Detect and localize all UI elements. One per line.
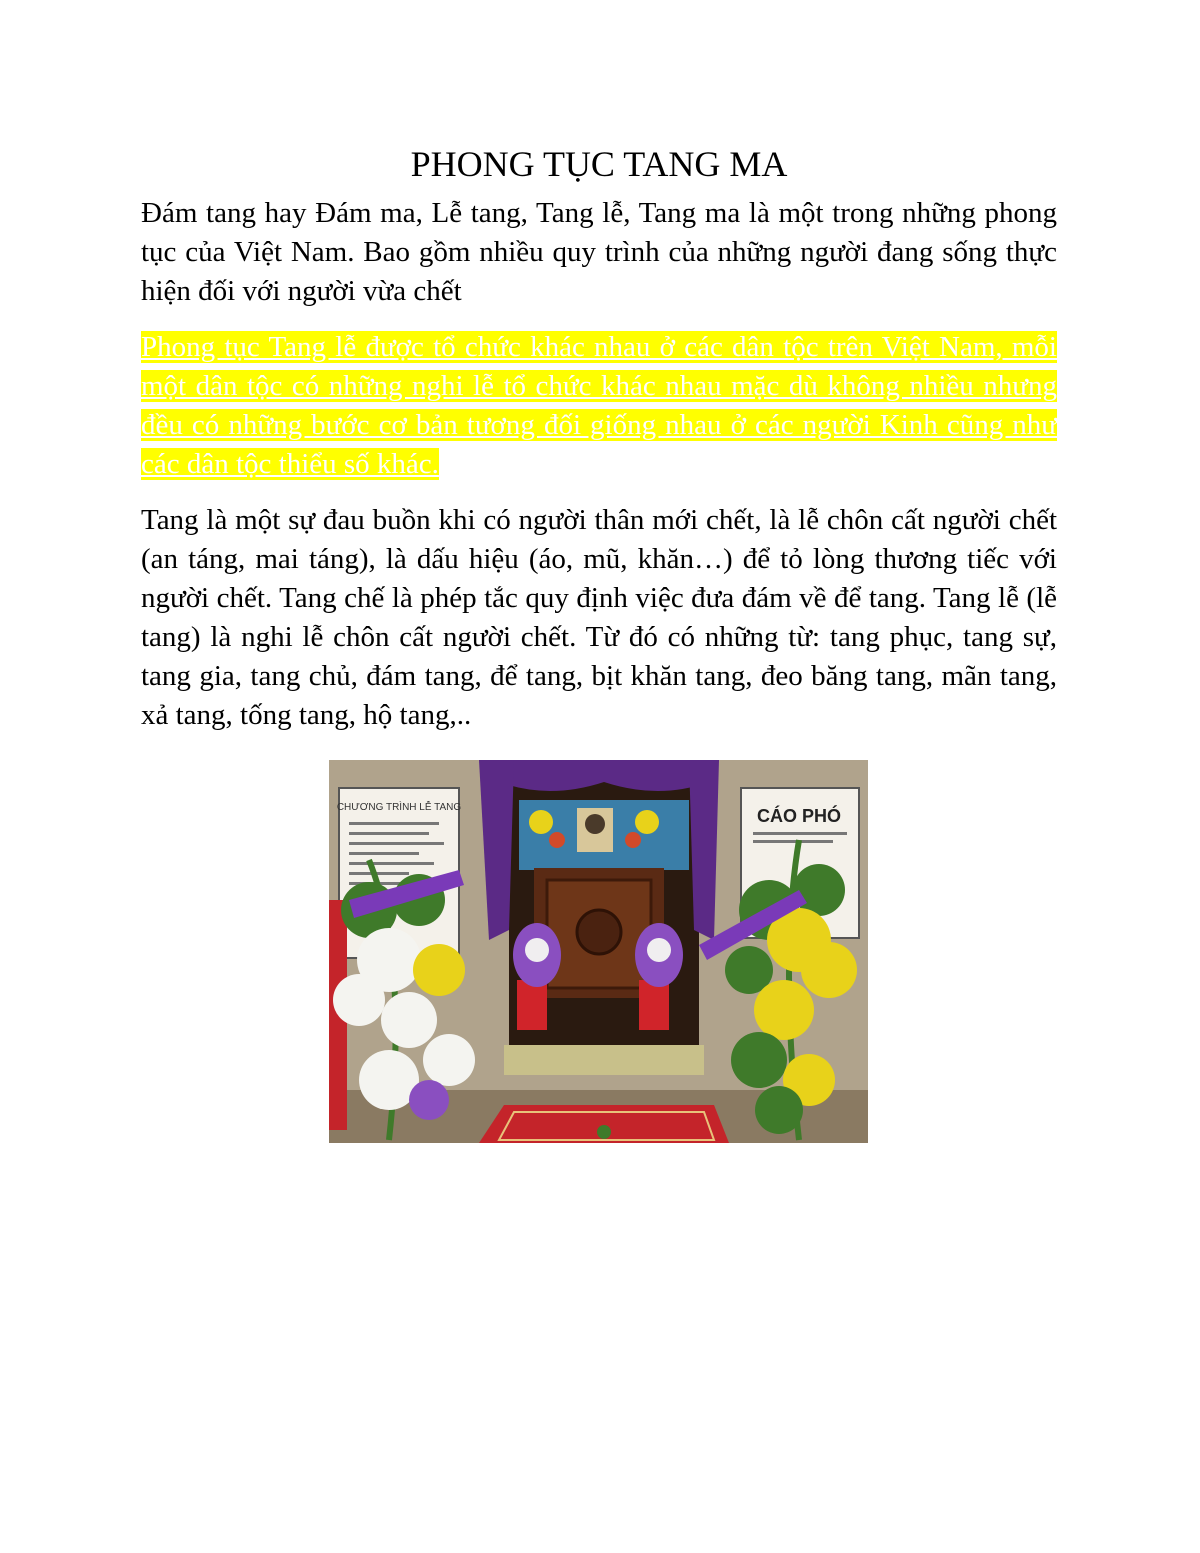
right-sign-text: CÁO PHÓ — [756, 806, 842, 826]
paragraph-intro: Đám tang hay Đám ma, Lễ tang, Tang lễ, Tang ma là một trong những phong tục của Việt Nam. Bao gồm nhiều quy trình của những người đang sống thực hiện đối với người vừa chết — [141, 197, 1057, 307]
left-sign-text: CHƯƠNG TRÌNH LỄ TANG — [336, 802, 462, 813]
paragraph-definition: Tang là một sự đau buồn khi có người thân mới chết, là lễ chôn cất người chết (an táng, mai táng), là dấu hiệu (áo, mũ, khăn…) để tỏ lòng thương tiếc với người chết. Tang chế là phép tắc quy định việc đưa đám về để tang. Tang lễ (lễ tang) là nghi lễ chôn cất người chết. Từ đó có những từ: tang phục, tang sự, tang gia, tang chủ, đám tang, để tang, bịt khăn tang, đeo băng tang, mãn tang, xả tang, tống tang, hộ tang,.. — [141, 504, 1057, 731]
funeral-altar-photo — [329, 760, 868, 1143]
paragraph-highlighted-wrap — [141, 328, 1057, 484]
document-title: PHONG TỤC TANG MA — [410, 144, 788, 184]
document-body — [141, 140, 1057, 752]
paragraph-highlighted: Phong tục Tang lễ được tổ chức khác nhau ở các dân tộc trên Việt Nam, mỗi một dân tộc có những nghi lễ tổ chức khác nhau mặc dù không nhiều nhưng đều có những bước cơ bản tương đối giống nhau ở các người Kinh cũng như các dân tộc thiểu số khác. — [141, 331, 1057, 480]
